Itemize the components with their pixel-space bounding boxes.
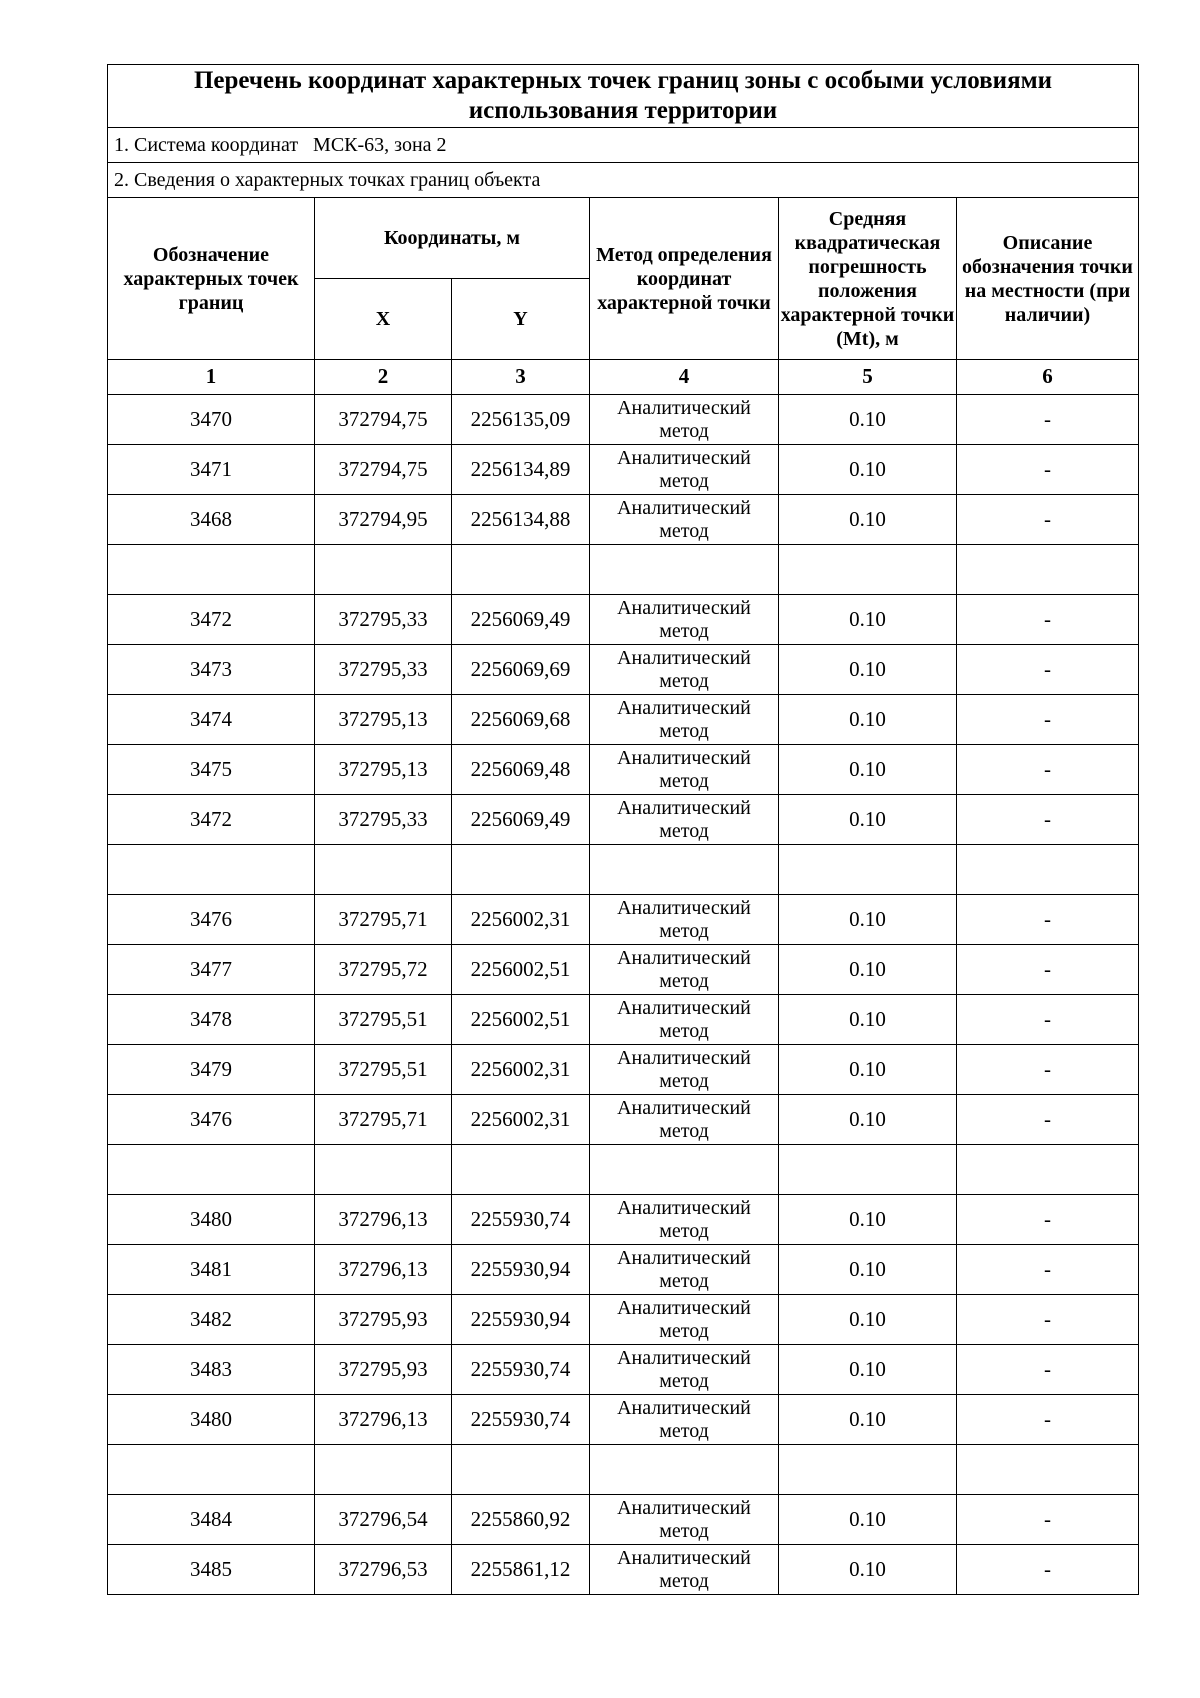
column-number: 6 bbox=[957, 360, 1139, 395]
error-cell: 0.10 bbox=[779, 1495, 957, 1545]
x-coordinate-cell: 372795,51 bbox=[315, 1045, 452, 1095]
error-cell bbox=[779, 545, 957, 595]
x-coordinate-cell: 372795,93 bbox=[315, 1295, 452, 1345]
point-designation-cell: 3482 bbox=[108, 1295, 315, 1345]
x-coordinate-cell: 372796,54 bbox=[315, 1495, 452, 1545]
table-row bbox=[108, 1095, 1139, 1145]
y-coordinate-cell: 2256002,31 bbox=[452, 895, 590, 945]
point-designation-cell: 3474 bbox=[108, 695, 315, 745]
y-coordinate-cell: 2256135,09 bbox=[452, 395, 590, 445]
description-cell: - bbox=[957, 795, 1139, 845]
point-designation-cell: 3476 bbox=[108, 1095, 315, 1145]
y-coordinate-cell: 2256002,31 bbox=[452, 1045, 590, 1095]
x-coordinate-cell bbox=[315, 845, 452, 895]
table-row bbox=[108, 1245, 1139, 1295]
error-cell: 0.10 bbox=[779, 745, 957, 795]
method-cell: Аналитический метод bbox=[590, 1095, 779, 1145]
column-number: 2 bbox=[315, 360, 452, 395]
table-row bbox=[108, 1495, 1139, 1545]
x-coordinate-cell: 372795,93 bbox=[315, 1345, 452, 1395]
y-coordinate-cell: 2256002,51 bbox=[452, 995, 590, 1045]
description-cell: - bbox=[957, 1295, 1139, 1345]
method-cell: Аналитический метод bbox=[590, 1295, 779, 1345]
y-coordinate-cell: 2256002,31 bbox=[452, 1095, 590, 1145]
x-coordinate-cell: 372794,75 bbox=[315, 395, 452, 445]
y-coordinate-cell: 2256069,69 bbox=[452, 645, 590, 695]
y-coordinate-cell: 2256069,68 bbox=[452, 695, 590, 745]
error-cell: 0.10 bbox=[779, 1245, 957, 1295]
point-designation-cell: 3483 bbox=[108, 1345, 315, 1395]
table-row bbox=[108, 795, 1139, 845]
error-cell: 0.10 bbox=[779, 995, 957, 1045]
method-cell: Аналитический метод bbox=[590, 745, 779, 795]
point-designation-cell: 3479 bbox=[108, 1045, 315, 1095]
x-coordinate-cell: 372795,33 bbox=[315, 795, 452, 845]
description-cell: - bbox=[957, 445, 1139, 495]
error-cell: 0.10 bbox=[779, 645, 957, 695]
error-cell bbox=[779, 845, 957, 895]
header-point-description: Описание обозначения точки на местности (при наличии) bbox=[957, 198, 1139, 360]
x-coordinate-cell: 372795,13 bbox=[315, 745, 452, 795]
description-cell: - bbox=[957, 1195, 1139, 1245]
coordinates-table bbox=[107, 64, 1139, 1595]
x-coordinate-cell: 372795,51 bbox=[315, 995, 452, 1045]
header-point-designation: Обозначение характерных точек границ bbox=[108, 198, 315, 360]
column-number: 3 bbox=[452, 360, 590, 395]
method-cell: Аналитический метод bbox=[590, 395, 779, 445]
error-cell: 0.10 bbox=[779, 395, 957, 445]
point-designation-cell: 3480 bbox=[108, 1195, 315, 1245]
error-cell: 0.10 bbox=[779, 445, 957, 495]
method-cell: Аналитический метод bbox=[590, 1395, 779, 1445]
error-cell: 0.10 bbox=[779, 1295, 957, 1345]
description-cell bbox=[957, 845, 1139, 895]
method-cell: Аналитический метод bbox=[590, 945, 779, 995]
x-coordinate-cell bbox=[315, 1145, 452, 1195]
x-coordinate-cell: 372796,53 bbox=[315, 1545, 452, 1595]
error-cell: 0.10 bbox=[779, 945, 957, 995]
x-coordinate-cell: 372795,33 bbox=[315, 595, 452, 645]
description-cell: - bbox=[957, 1345, 1139, 1395]
y-coordinate-cell bbox=[452, 545, 590, 595]
x-coordinate-cell: 372796,13 bbox=[315, 1245, 452, 1295]
description-cell: - bbox=[957, 1545, 1139, 1595]
method-cell: Аналитический метод bbox=[590, 895, 779, 945]
table-row bbox=[108, 395, 1139, 445]
y-coordinate-cell: 2255860,92 bbox=[452, 1495, 590, 1545]
error-cell: 0.10 bbox=[779, 495, 957, 545]
error-cell: 0.10 bbox=[779, 1545, 957, 1595]
y-coordinate-cell: 2255930,74 bbox=[452, 1345, 590, 1395]
y-coordinate-cell: 2255930,94 bbox=[452, 1245, 590, 1295]
x-coordinate-cell: 372795,33 bbox=[315, 645, 452, 695]
error-cell: 0.10 bbox=[779, 1345, 957, 1395]
x-coordinate-cell: 372795,71 bbox=[315, 1095, 452, 1145]
table-row bbox=[108, 1395, 1139, 1445]
point-designation-cell: 3478 bbox=[108, 995, 315, 1045]
x-coordinate-cell: 372795,71 bbox=[315, 895, 452, 945]
y-coordinate-cell: 2256134,88 bbox=[452, 495, 590, 545]
method-cell: Аналитический метод bbox=[590, 795, 779, 845]
point-designation-cell: 3484 bbox=[108, 1495, 315, 1545]
table-row bbox=[108, 1545, 1139, 1595]
description-cell: - bbox=[957, 1495, 1139, 1545]
table-row bbox=[108, 495, 1139, 545]
error-cell: 0.10 bbox=[779, 1095, 957, 1145]
description-cell: - bbox=[957, 945, 1139, 995]
description-cell: - bbox=[957, 645, 1139, 695]
point-designation-cell: 3475 bbox=[108, 745, 315, 795]
method-cell bbox=[590, 1445, 779, 1495]
description-cell: - bbox=[957, 395, 1139, 445]
table-row bbox=[108, 545, 1139, 595]
boundary-points-section-line: 2. Сведения о характерных точках границ объекта bbox=[108, 163, 1139, 198]
error-cell: 0.10 bbox=[779, 695, 957, 745]
table-row bbox=[108, 845, 1139, 895]
table-row bbox=[108, 695, 1139, 745]
y-coordinate-cell: 2256069,48 bbox=[452, 745, 590, 795]
method-cell: Аналитический метод bbox=[590, 445, 779, 495]
method-cell: Аналитический метод bbox=[590, 1195, 779, 1245]
method-cell: Аналитический метод bbox=[590, 595, 779, 645]
x-coordinate-cell: 372796,13 bbox=[315, 1195, 452, 1245]
x-coordinate-cell: 372794,95 bbox=[315, 495, 452, 545]
method-cell: Аналитический метод bbox=[590, 1545, 779, 1595]
x-coordinate-cell: 372795,72 bbox=[315, 945, 452, 995]
description-cell: - bbox=[957, 895, 1139, 945]
error-cell: 0.10 bbox=[779, 1045, 957, 1095]
table-row bbox=[108, 895, 1139, 945]
method-cell: Аналитический метод bbox=[590, 495, 779, 545]
table-row bbox=[108, 445, 1139, 495]
point-designation-cell: 3481 bbox=[108, 1245, 315, 1295]
table-row bbox=[108, 595, 1139, 645]
x-coordinate-cell bbox=[315, 1445, 452, 1495]
point-designation-cell bbox=[108, 1445, 315, 1495]
point-designation-cell: 3480 bbox=[108, 1395, 315, 1445]
point-designation-cell: 3471 bbox=[108, 445, 315, 495]
point-designation-cell bbox=[108, 545, 315, 595]
point-designation-cell: 3472 bbox=[108, 795, 315, 845]
description-cell: - bbox=[957, 1395, 1139, 1445]
y-coordinate-cell bbox=[452, 845, 590, 895]
coordinates-document bbox=[107, 64, 1138, 1595]
method-cell: Аналитический метод bbox=[590, 695, 779, 745]
coordinate-system-line: 1. Система координат МСК-63, зона 2 bbox=[108, 128, 1139, 163]
table-row bbox=[108, 1295, 1139, 1345]
point-designation-cell: 3476 bbox=[108, 895, 315, 945]
method-cell: Аналитический метод bbox=[590, 1495, 779, 1545]
point-designation-cell bbox=[108, 845, 315, 895]
y-coordinate-cell: 2255861,12 bbox=[452, 1545, 590, 1595]
table-row bbox=[108, 1045, 1139, 1095]
error-cell: 0.10 bbox=[779, 595, 957, 645]
header-mean-square-error: Средняя квадратическая погрешность положения характерной точки (Mt), м bbox=[779, 198, 957, 360]
description-cell: - bbox=[957, 1095, 1139, 1145]
table-row bbox=[108, 1145, 1139, 1195]
description-cell: - bbox=[957, 595, 1139, 645]
error-cell bbox=[779, 1145, 957, 1195]
table-row bbox=[108, 745, 1139, 795]
header-y: Y bbox=[452, 279, 590, 360]
description-cell bbox=[957, 1145, 1139, 1195]
error-cell: 0.10 bbox=[779, 1395, 957, 1445]
error-cell bbox=[779, 1445, 957, 1495]
table-row bbox=[108, 945, 1139, 995]
column-number: 5 bbox=[779, 360, 957, 395]
table-row bbox=[108, 1445, 1139, 1495]
description-cell: - bbox=[957, 695, 1139, 745]
point-designation-cell: 3468 bbox=[108, 495, 315, 545]
method-cell: Аналитический метод bbox=[590, 1345, 779, 1395]
error-cell: 0.10 bbox=[779, 795, 957, 845]
description-cell: - bbox=[957, 1045, 1139, 1095]
y-coordinate-cell bbox=[452, 1445, 590, 1495]
y-coordinate-cell: 2256002,51 bbox=[452, 945, 590, 995]
description-cell: - bbox=[957, 495, 1139, 545]
header-x: X bbox=[315, 279, 452, 360]
description-cell: - bbox=[957, 995, 1139, 1045]
document-title: Перечень координат характерных точек границ зоны с особыми условиями использования территории bbox=[108, 65, 1139, 128]
y-coordinate-cell: 2256069,49 bbox=[452, 595, 590, 645]
table-row bbox=[108, 1195, 1139, 1245]
method-cell: Аналитический метод bbox=[590, 995, 779, 1045]
header-method: Метод определения координат характерной точки bbox=[590, 198, 779, 360]
point-designation-cell: 3472 bbox=[108, 595, 315, 645]
method-cell: Аналитический метод bbox=[590, 1245, 779, 1295]
column-number: 4 bbox=[590, 360, 779, 395]
table-row bbox=[108, 995, 1139, 1045]
x-coordinate-cell: 372794,75 bbox=[315, 445, 452, 495]
description-cell: - bbox=[957, 1245, 1139, 1295]
method-cell bbox=[590, 845, 779, 895]
x-coordinate-cell: 372795,13 bbox=[315, 695, 452, 745]
table-row bbox=[108, 645, 1139, 695]
y-coordinate-cell bbox=[452, 1145, 590, 1195]
point-designation-cell: 3470 bbox=[108, 395, 315, 445]
point-designation-cell: 3473 bbox=[108, 645, 315, 695]
method-cell bbox=[590, 545, 779, 595]
y-coordinate-cell: 2256069,49 bbox=[452, 795, 590, 845]
description-cell bbox=[957, 545, 1139, 595]
point-designation-cell: 3485 bbox=[108, 1545, 315, 1595]
description-cell bbox=[957, 1445, 1139, 1495]
method-cell: Аналитический метод bbox=[590, 645, 779, 695]
error-cell: 0.10 bbox=[779, 1195, 957, 1245]
table-row bbox=[108, 1345, 1139, 1395]
header-coordinates: Координаты, м bbox=[315, 198, 590, 279]
description-cell: - bbox=[957, 745, 1139, 795]
y-coordinate-cell: 2255930,74 bbox=[452, 1195, 590, 1245]
y-coordinate-cell: 2255930,94 bbox=[452, 1295, 590, 1345]
point-designation-cell bbox=[108, 1145, 315, 1195]
column-number: 1 bbox=[108, 360, 315, 395]
x-coordinate-cell: 372796,13 bbox=[315, 1395, 452, 1445]
point-designation-cell: 3477 bbox=[108, 945, 315, 995]
y-coordinate-cell: 2256134,89 bbox=[452, 445, 590, 495]
method-cell bbox=[590, 1145, 779, 1195]
y-coordinate-cell: 2255930,74 bbox=[452, 1395, 590, 1445]
x-coordinate-cell bbox=[315, 545, 452, 595]
error-cell: 0.10 bbox=[779, 895, 957, 945]
method-cell: Аналитический метод bbox=[590, 1045, 779, 1095]
